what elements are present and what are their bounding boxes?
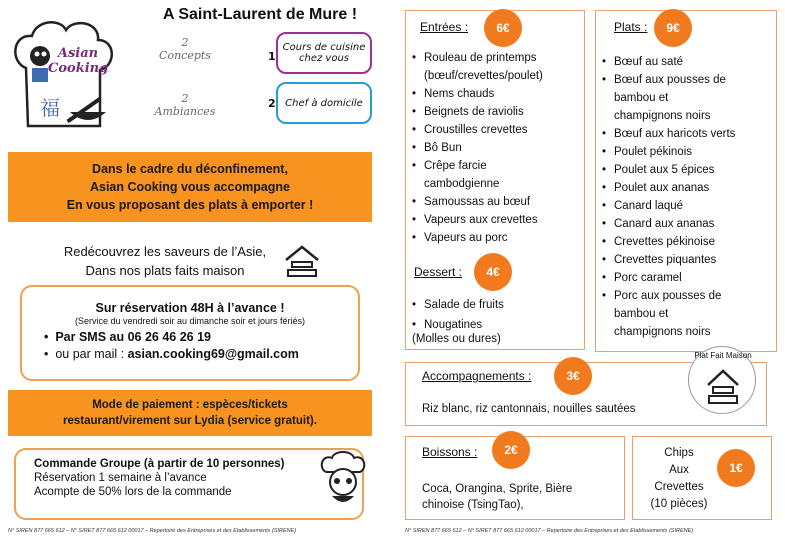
accompagnements-text: Riz blanc, riz cantonnais, nouilles sautées [422, 403, 636, 415]
group-line-2: Acompte de 50% lors de la commande [34, 486, 232, 498]
asian-cooking-logo [8, 16, 120, 134]
menu-item: • Poulet aux ananas [602, 179, 776, 197]
menu-item: • Nems chauds [412, 85, 582, 103]
stamp-text: Plat Fait Maison [694, 351, 752, 360]
entrees-list [412, 49, 582, 247]
menu-item: • Poulet aux 5 épices [602, 161, 776, 179]
intro-line-1: Redécouvrez les saveurs de l’Asie, [63, 244, 267, 259]
banner-line-3: En vous proposant des plats à emporter ! [66, 198, 314, 212]
boissons-price-badge: 2€ [492, 431, 530, 469]
menu-item: • Vapeurs au porc [412, 229, 582, 247]
stamp-house-icon [705, 367, 741, 407]
menu-item: • Crêpe farcie [412, 157, 582, 175]
boissons-title: Boissons : [422, 445, 478, 459]
footer-left-siren: N° SIREN 877 665 612 – N° SIRET 877 665 612 00017 – Repertoire des Entreprises et des Etablissements (SIRENE) [8, 528, 297, 534]
boissons-line-2: chinoise (TsingTao), [422, 499, 524, 511]
house-icon [282, 244, 322, 278]
banner-line-2: Asian Cooking vous accompagne [89, 180, 291, 194]
group-title: Commande Groupe (à partir de 10 personnes) [34, 458, 285, 470]
chips-line-2: Aux [669, 464, 689, 476]
menu-item: • Bô Bun [412, 139, 582, 157]
concept-1-box: Cours de cuisine chez vous [276, 32, 372, 74]
entrees-price-badge: 6€ [484, 9, 522, 47]
boissons-line-1: Coca, Orangina, Sprite, Bière [422, 483, 573, 495]
chips-line-3: Crevettes [654, 481, 704, 493]
banner-line-1: Dans le cadre du déconfinement, [92, 162, 288, 176]
menu-item: • Croustilles crevettes [412, 121, 582, 139]
menu-item: • Bœuf au saté [602, 53, 776, 71]
menu-item: • Crevettes piquantes [602, 251, 776, 269]
menu-item: • Porc aux pousses de [602, 287, 776, 305]
menu-item-continuation: bambou et [614, 92, 669, 104]
dessert-title: Dessert : [414, 265, 463, 279]
intro-line-2: Dans nos plats faits maison [85, 263, 245, 278]
accompagnements-title: Accompagnements : [422, 369, 532, 383]
accompagnements-price-badge: 3€ [554, 357, 592, 395]
menu-item: • Poulet pékinois [602, 143, 776, 161]
plats-title: Plats : [614, 20, 648, 34]
plats-list [602, 53, 776, 341]
menu-item-continuation: (bœuf/crevettes/poulet) [424, 70, 543, 82]
logo-text-asian: Asian [57, 46, 99, 61]
menu-item: • Crevettes pékinoise [602, 233, 776, 251]
group-order-box [14, 448, 364, 520]
logo-chinese-glyph: 福 [40, 96, 60, 120]
concept-1-number: 1 [268, 50, 276, 63]
group-line-1: Réservation 1 semaine à l’avance [34, 472, 207, 484]
menu-item: • Porc caramel [602, 269, 776, 287]
entrees-dessert-box [405, 10, 585, 350]
reservation-mail-prefix: ou par mail : [55, 347, 128, 361]
dessert-item: • Nougatines [412, 315, 582, 335]
ambiances-label: Ambiances [154, 105, 216, 118]
payment-line-2: restaurant/virement sur Lydia (service gratuit). [63, 415, 317, 427]
reservation-sms: Par SMS au 06 26 46 26 19 [55, 330, 211, 344]
reservation-subtitle: (Service du vendredi soir au dimanche soir et jours fériés) [74, 316, 306, 326]
dessert-price-badge: 4€ [474, 253, 512, 291]
concepts-label: Concepts [159, 49, 211, 62]
panda-chef-icon [318, 450, 368, 508]
concept-2-number: 2 [268, 97, 276, 110]
reservation-email-link[interactable]: asian.cooking69@gmail.com [127, 347, 299, 361]
concept-2-box: Chef à domicile [276, 82, 372, 124]
menu-item: • Samoussas au bœuf [412, 193, 582, 211]
intro-text [40, 242, 290, 280]
page-title: A Saint-Laurent de Mure ! [162, 6, 358, 23]
menu-item: • Rouleau de printemps [412, 49, 582, 67]
deconfinement-banner [8, 152, 372, 222]
dessert-note: (Molles ou dures) [412, 333, 501, 345]
menu-item: • Bœuf aux pousses de [602, 71, 776, 89]
footer-right-siren: N° SIREN 877 665 612 – N° SIRET 877 665 612 00017 – Repertoire des Entreprises et des Etablissements (SIRENE) [405, 528, 694, 534]
reservation-title: Sur réservation 48H à l’avance ! [95, 301, 285, 315]
plats-price-badge: 9€ [654, 9, 692, 47]
chips-line-4: (10 pièces) [650, 498, 708, 510]
menu-item-continuation: bambou et [614, 308, 669, 320]
entrees-title: Entrées : [420, 20, 469, 34]
menu-item-continuation: champignons noirs [614, 110, 711, 122]
payment-line-1: Mode de paiement : espèces/tickets [92, 399, 288, 411]
chips-line-1: Chips [664, 447, 694, 459]
chips-price-badge: 1€ [717, 449, 755, 487]
menu-item: • Bœuf aux haricots verts [602, 125, 776, 143]
dessert-item: • Salade de fruits [412, 295, 582, 315]
menu-item-continuation: cambodgienne [424, 178, 500, 190]
menu-item: • Canard aux ananas [602, 215, 776, 233]
menu-item-continuation: champignons noirs [614, 326, 711, 338]
menu-item: • Vapeurs aux crevettes [412, 211, 582, 229]
ambiances-count: 2 [181, 92, 189, 105]
reservation-box: Sur réservation 48H à l’avance ! (Service du vendredi soir au dimanche soir et jours fériés) • Par SMS au 06 26 46 26 19 • ou par mail : asian.cooking69@gmail.com [20, 285, 360, 381]
menu-item: • Beignets de raviolis [412, 103, 582, 121]
boissons-box [405, 436, 625, 520]
chips-box [632, 436, 772, 520]
dessert-list [412, 295, 582, 335]
concepts-count: 2 [181, 36, 189, 49]
menu-item: • Canard laqué [602, 197, 776, 215]
fait-maison-stamp [688, 346, 756, 414]
payment-banner [8, 390, 372, 436]
plats-box [595, 10, 777, 352]
logo-text-cooking: Cooking [48, 61, 109, 76]
